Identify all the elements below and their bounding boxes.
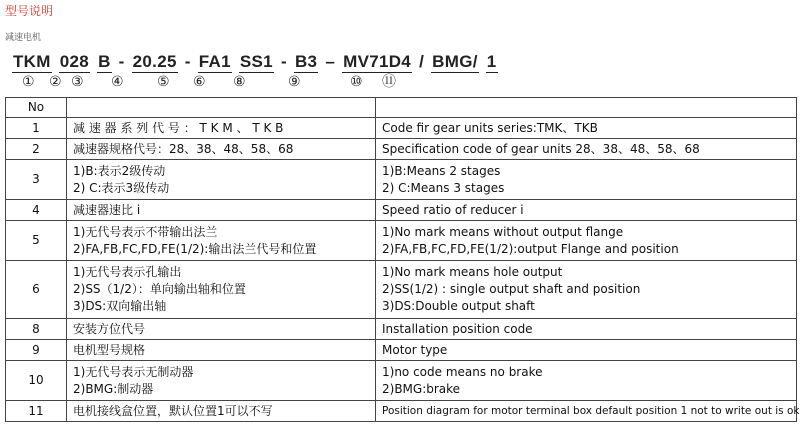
cn-line: 安装方位代号 [73,321,146,336]
marker-5: ⑤ [157,74,170,90]
en-line: 3)DS:Double output shaft [382,299,535,313]
model-code [12,52,500,73]
row-en [376,160,797,200]
row-no: 11 [6,401,67,422]
marker-2: ② [49,74,62,90]
model-code-position: B3 [294,52,318,71]
cn-line: 2)BMG:制动器 [73,381,154,396]
marker-10: ⑩ [350,74,363,90]
marker-8: ⑧ [233,74,246,90]
row-no: 6 [6,261,67,319]
marker-9: ⑨ [288,74,301,90]
row-en [376,340,797,361]
model-code-motor: MV71D4 [343,52,412,71]
row-no: 10 [6,361,67,401]
en-line: 2)SS(1/2) : single output shaft and position [382,282,641,296]
cn-line: 电机接线盒位置，默认位置1可以不写 [73,403,273,418]
row-en [376,361,797,401]
table-row [6,261,797,319]
marker-1: ① [22,74,35,90]
model-code-terminal-box: 1 [486,52,497,71]
cn-line: 1)B:表示2级传动 [73,163,166,178]
row-cn [67,261,376,319]
table-row [6,401,797,422]
cn-line: 减速器速比 i [73,202,141,217]
en-line: Position diagram for motor terminal box default position 1 not to write out is ok [382,404,800,417]
row-cn [67,340,376,361]
marker-6: ⑥ [193,74,206,90]
page-subtitle: 减速电机 [5,33,42,43]
cn-line: 电机型号规格 [73,342,146,357]
row-en [376,139,797,160]
en-line: 1)No mark means hole output [382,265,563,279]
marker-3: ③ [71,74,84,90]
model-code-separator: - [184,52,191,71]
en-line: Specification code of gear units 28、38、48、58、68 [382,141,700,156]
row-en [376,118,797,139]
cn-line: 2)FA,FB,FC,FD,FE(1/2):输出法兰代号和位置 [73,241,317,256]
header-no: No [6,98,67,118]
model-code-markers [0,74,800,90]
page-title: 型号说明 [5,4,54,18]
row-en [376,200,797,221]
marker-4: ④ [111,74,124,90]
model-code-brake: BMG/ [432,52,478,71]
model-code-ratio: 20.25 [132,52,177,71]
cn-line: 2) C:表示3级传动 [73,180,170,195]
model-code-stages: B [98,52,111,71]
table-row [6,118,797,139]
model-code-series: TKM [13,52,51,71]
en-line: 1)No mark means without output flange [382,224,624,239]
cn-line: 1)无代号表示孔输出 [73,265,182,279]
row-no: 5 [6,221,67,261]
row-cn [67,160,376,200]
cn-line: 3)DS:双向输出轴 [73,299,167,313]
header-en [376,98,797,118]
cn-line: 减 速 器 系 列 代 号 ： T K M 、 T K B [73,120,284,135]
cn-line: 2)SS（1/2）：单向输出轴和位置 [73,282,246,296]
row-cn [67,139,376,160]
row-cn [67,221,376,261]
specification-table [5,97,800,422]
row-cn [67,200,376,221]
row-no: 3 [6,160,67,200]
model-code-separator: - [118,52,125,71]
table-row [6,319,797,340]
en-line: Speed ratio of reducer i [382,202,524,217]
model-code-separator: - [280,52,287,71]
header-cn [67,98,376,118]
table-header-row [6,98,797,118]
row-cn [67,118,376,139]
en-line: Motor type [382,342,448,357]
en-line: 1)no code means no brake [382,364,543,379]
table-row [6,139,797,160]
cn-line: 1)无代号表示不带输出法兰 [73,224,218,239]
en-line: Code fir gear units series:TMK、TKB [382,120,598,135]
row-en [376,261,797,319]
model-code-flange: FA1 [198,52,231,71]
en-line: 2) C:Means 3 stages [382,180,505,195]
row-no: 1 [6,118,67,139]
model-code-separator: – [325,52,336,71]
model-code-separator: / [419,52,425,71]
row-cn [67,319,376,340]
row-no: 4 [6,200,67,221]
en-line: 2)BMG:brake [382,381,461,396]
cn-line: 1)无代号表示无制动器 [73,364,194,379]
table-row [6,221,797,261]
row-cn [67,401,376,422]
row-no: 8 [6,319,67,340]
table-row [6,340,797,361]
marker-11: ⑪ [382,74,396,90]
table-row [6,200,797,221]
row-en [376,319,797,340]
row-cn [67,361,376,401]
row-en [376,401,800,422]
en-line: 1)B:Means 2 stages [382,163,501,178]
row-no: 2 [6,139,67,160]
table-row [6,160,797,200]
model-code-shaft: SS1 [239,52,273,71]
cn-line: 减速器规格代号：28、38、48、58、68 [73,141,294,156]
row-no: 9 [6,340,67,361]
model-code-size: 028 [59,52,90,71]
en-line: Installation position code [382,321,533,336]
row-en [376,221,797,261]
en-line: 2)FA,FB,FC,FD,FE(1/2):output Flange and position [382,241,679,256]
table-row [6,361,797,401]
